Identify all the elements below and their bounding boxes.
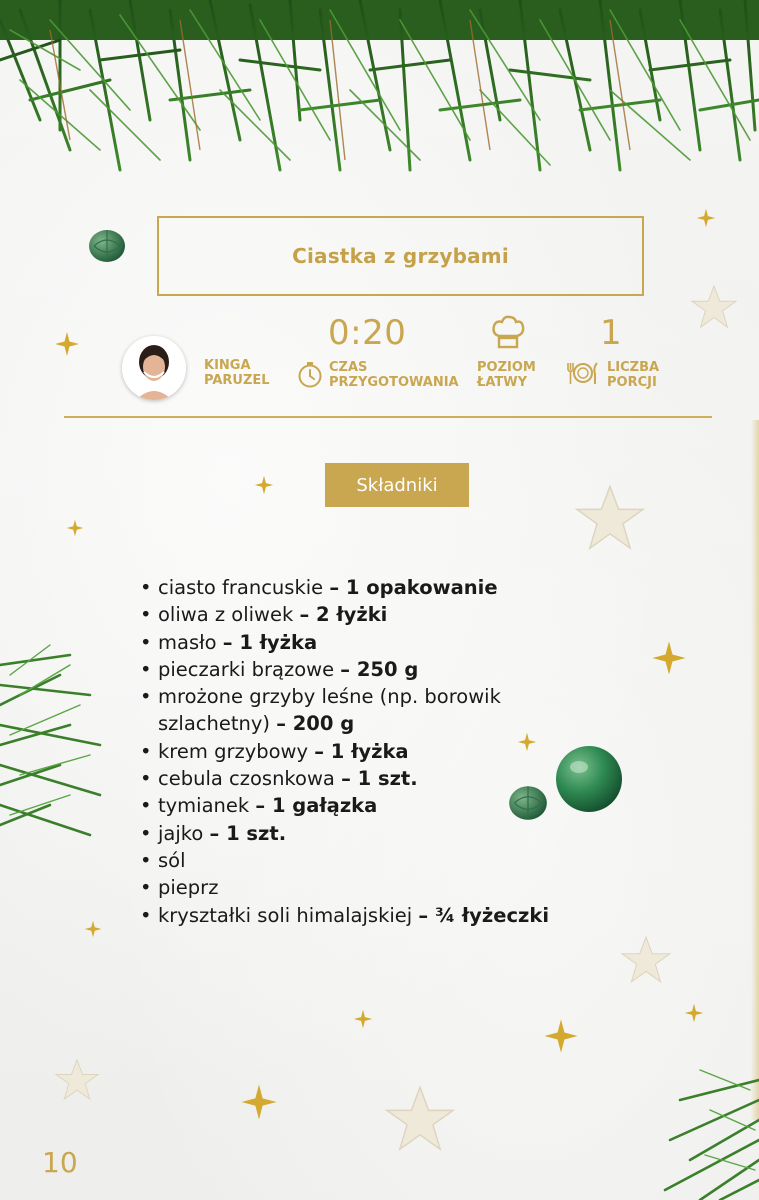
recipe-title-box <box>157 216 644 296</box>
ingredient-name: tymianek <box>158 794 250 818</box>
gold-edge-decoration <box>751 420 759 1120</box>
ingredients-section-badge <box>325 463 469 507</box>
page-number: 10 <box>42 1146 78 1179</box>
difficulty-label: POZIOM ŁATWY <box>477 360 536 390</box>
cream-star-icon <box>54 1058 100 1102</box>
ingredient-name: jajko <box>158 821 204 845</box>
gold-star-icon <box>517 732 537 752</box>
list-item <box>140 683 610 738</box>
ingredient-name: pieprz <box>158 876 219 900</box>
recipe-title: Ciastka z grzybami <box>292 244 509 268</box>
gold-star-icon <box>84 920 102 938</box>
list-item <box>140 574 610 601</box>
list-item <box>140 629 610 656</box>
list-item <box>140 902 610 929</box>
ingredient-name: cebula czosnkowa <box>158 767 335 791</box>
chef-hat-icon <box>491 314 525 350</box>
pine-branch-left-decoration <box>0 635 112 845</box>
gold-star-icon <box>684 1003 704 1023</box>
ingredient-quantity: – 1 łyżka <box>222 630 318 654</box>
gold-star-icon <box>54 331 80 357</box>
ingredient-quantity: – 1 łyżka <box>314 739 409 763</box>
ingredient-name: sól <box>158 848 186 872</box>
ingredient-name: oliwa z oliwek <box>158 603 294 627</box>
cream-star-icon <box>620 935 672 985</box>
ingredient-quantity: – 2 łyżki <box>299 603 388 627</box>
author-name: KINGA PARUZEL <box>204 358 270 388</box>
gold-star-icon <box>543 1018 579 1054</box>
green-ornament-icon <box>506 780 550 824</box>
list-item <box>140 847 610 874</box>
gold-star-icon <box>66 519 84 537</box>
servings-label: LICZBA PORCJI <box>607 360 660 390</box>
stopwatch-icon <box>297 360 323 388</box>
ingredient-quantity: – ¾ łyżeczki <box>418 903 550 927</box>
ingredient-name: ciasto francuskie <box>158 576 324 599</box>
author-portrait-icon <box>122 336 186 400</box>
list-item <box>140 656 610 683</box>
green-bauble-icon <box>553 743 625 815</box>
ingredient-quantity: – 250 g <box>340 657 419 681</box>
ingredient-quantity: – 1 opakowanie <box>329 576 498 599</box>
gold-star-icon <box>254 475 274 495</box>
gold-star-icon <box>240 1083 278 1121</box>
list-item <box>140 738 610 765</box>
header-divider <box>64 416 712 418</box>
list-item <box>140 601 610 628</box>
servings-value: 1 <box>600 313 623 353</box>
ingredient-name: kryształki soli himalajskiej <box>158 903 413 927</box>
pine-garland-decoration <box>0 0 759 190</box>
section-title: Składniki <box>356 474 438 496</box>
ingredient-quantity: – 1 szt. <box>209 821 287 845</box>
prep-time-value: 0:20 <box>328 313 407 353</box>
gold-star-icon <box>353 1009 373 1029</box>
ingredients-list <box>140 574 610 929</box>
cream-star-icon <box>574 483 646 553</box>
green-ornament-icon <box>86 224 128 266</box>
list-item <box>140 874 610 901</box>
ingredient-quantity: – 200 g <box>276 712 355 736</box>
gold-star-icon <box>651 640 687 676</box>
ingredient-name: masło <box>158 630 217 654</box>
ingredient-quantity: – 1 gałązka <box>255 794 378 818</box>
ingredient-name: mrożone grzyby leśne (np. borowik szlachetny) <box>158 685 501 736</box>
ingredient-name: pieczarki brązowe <box>158 657 335 681</box>
cream-star-icon <box>690 284 738 330</box>
ingredient-name: krem grzybowy <box>158 739 309 763</box>
author-avatar <box>122 336 186 400</box>
plate-cutlery-icon <box>565 360 601 386</box>
prep-time-label: CZAS PRZYGOTOWANIA <box>329 360 459 390</box>
pine-branch-right-decoration <box>660 1060 759 1200</box>
ingredient-quantity: – 1 szt. <box>341 767 418 791</box>
cream-star-icon <box>384 1084 456 1154</box>
gold-star-icon <box>696 208 716 228</box>
